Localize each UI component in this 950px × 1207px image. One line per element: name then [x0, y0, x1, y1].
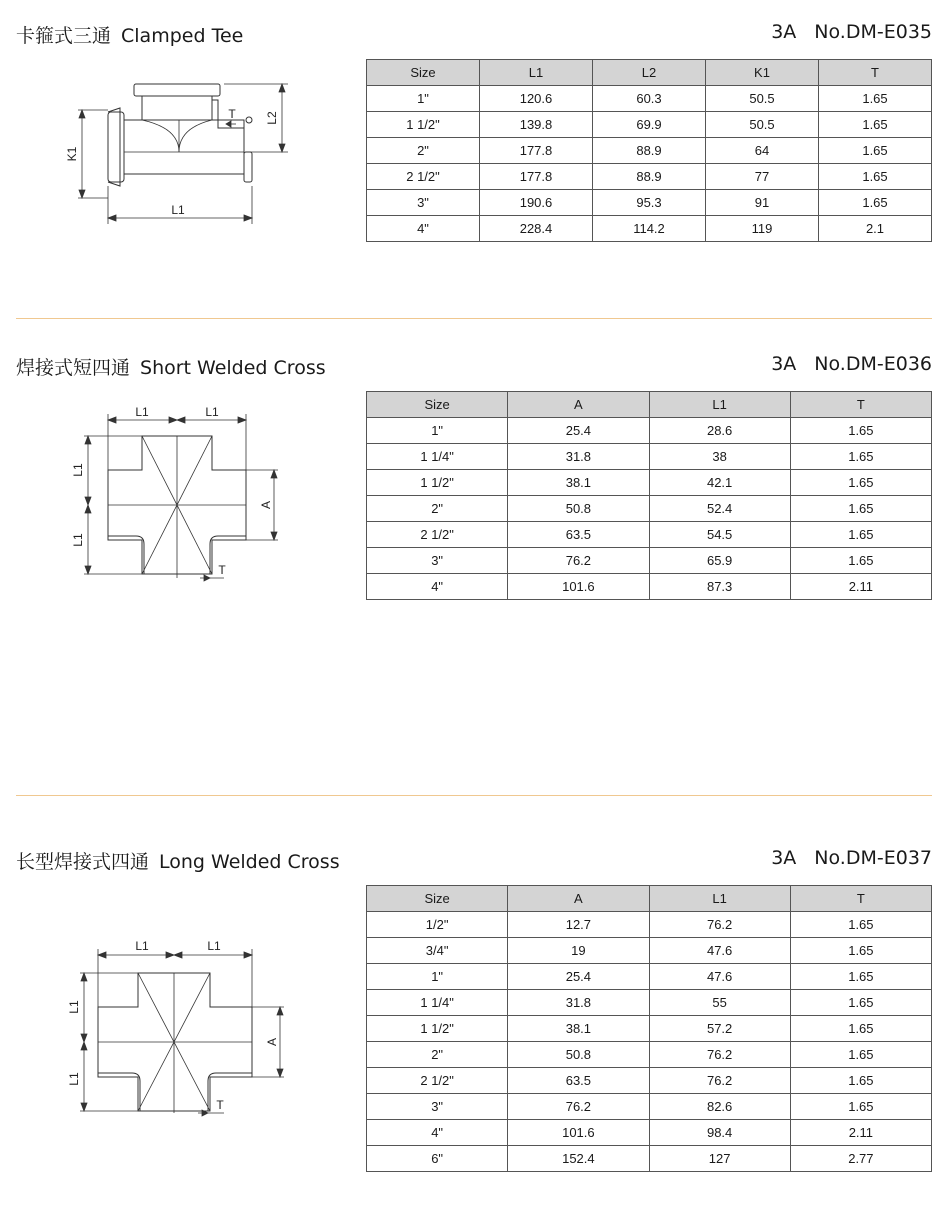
table-cell: 69.9 [593, 112, 706, 138]
table-cell: 101.6 [508, 574, 649, 600]
table-cell: 1 1/4" [367, 990, 508, 1016]
table-row [367, 938, 932, 964]
table-row [367, 990, 932, 1016]
table-cell: 4" [367, 574, 508, 600]
drawing-label-l1-top-right: L1 [205, 405, 219, 419]
table-cell: 1.65 [790, 964, 931, 990]
table-cell: 25.4 [508, 964, 649, 990]
table-cell: 1.65 [790, 1042, 931, 1068]
table-cell: 63.5 [508, 522, 649, 548]
table-cell: 1.65 [790, 470, 931, 496]
table-cell: 1.65 [790, 418, 931, 444]
table-cell: 1.65 [790, 1094, 931, 1120]
table-cell: 76.2 [649, 1042, 790, 1068]
table-cell: 50.8 [508, 1042, 649, 1068]
product-code [771, 353, 932, 375]
column-header: Size [367, 886, 508, 912]
section-title-clamped-tee [16, 21, 243, 48]
table-cell: 1.65 [790, 444, 931, 470]
drawing-label-t: T [228, 107, 236, 121]
table-cell: 31.8 [508, 990, 649, 1016]
table-cell: 57.2 [649, 1016, 790, 1042]
table-cell: 114.2 [593, 216, 706, 242]
table-cell: 88.9 [593, 164, 706, 190]
title-cn: 长型焊接式四通 [16, 851, 150, 873]
title-en: Long Welded Cross [159, 851, 340, 873]
table-cell: 2.1 [819, 216, 932, 242]
drawing-label-l1-left-lower: L1 [67, 1072, 81, 1086]
table-row [367, 444, 932, 470]
table-cell: 3" [367, 190, 480, 216]
column-header: K1 [706, 60, 819, 86]
table-header-row [367, 886, 932, 912]
table-cell: 101.6 [508, 1120, 649, 1146]
standard-label: 3A [771, 847, 797, 869]
table-cell: 228.4 [480, 216, 593, 242]
table-cell: 60.3 [593, 86, 706, 112]
drawing-label-l1-left-lower: L1 [71, 533, 85, 547]
table-cell: 1.65 [819, 138, 932, 164]
table-cell: 12.7 [508, 912, 649, 938]
table-cell: 54.5 [649, 522, 790, 548]
product-code [771, 21, 932, 43]
section-divider [16, 318, 932, 319]
table-cell: 31.8 [508, 444, 649, 470]
column-header: L1 [480, 60, 593, 86]
short-welded-cross-drawing [64, 400, 304, 600]
table-header-row [367, 60, 932, 86]
table-row [367, 522, 932, 548]
short-welded-cross-table [366, 391, 932, 600]
drawing-label-t: T [216, 1098, 224, 1112]
long-welded-cross-drawing [56, 933, 296, 1133]
table-cell: 2 1/2" [367, 1068, 508, 1094]
table-cell: 63.5 [508, 1068, 649, 1094]
table-row [367, 548, 932, 574]
table-cell: 1.65 [790, 990, 931, 1016]
table-cell: 50.8 [508, 496, 649, 522]
table-cell: 1.65 [819, 86, 932, 112]
table-cell: 47.6 [649, 938, 790, 964]
table-row [367, 190, 932, 216]
table-cell: 177.8 [480, 138, 593, 164]
table-cell: 95.3 [593, 190, 706, 216]
column-header: Size [367, 392, 508, 418]
table-cell: 2.77 [790, 1146, 931, 1172]
clamped-tee-drawing [50, 68, 310, 268]
code-label: No.DM-E036 [814, 353, 932, 375]
table-cell: 87.3 [649, 574, 790, 600]
table-cell: 55 [649, 990, 790, 1016]
code-label: No.DM-E035 [814, 21, 932, 43]
table-row [367, 86, 932, 112]
column-header: Size [367, 60, 480, 86]
table-row [367, 138, 932, 164]
table-cell: 1 1/2" [367, 1016, 508, 1042]
table-cell: 120.6 [480, 86, 593, 112]
table-cell: 1.65 [790, 522, 931, 548]
table-cell: 1" [367, 86, 480, 112]
table-row [367, 964, 932, 990]
table-row [367, 1094, 932, 1120]
table-cell: 1.65 [819, 112, 932, 138]
table-cell: 98.4 [649, 1120, 790, 1146]
column-header: A [508, 392, 649, 418]
table-cell: 88.9 [593, 138, 706, 164]
drawing-label-l1-top-left: L1 [135, 939, 149, 953]
table-cell: 1 1/2" [367, 470, 508, 496]
table-row [367, 1120, 932, 1146]
table-cell: 2" [367, 138, 480, 164]
table-cell: 3" [367, 1094, 508, 1120]
table-cell: 2.11 [790, 1120, 931, 1146]
table-cell: 50.5 [706, 112, 819, 138]
table-cell: 28.6 [649, 418, 790, 444]
table-row [367, 912, 932, 938]
table-cell: 77 [706, 164, 819, 190]
table-cell: 1.65 [790, 912, 931, 938]
title-cn: 焊接式短四通 [16, 357, 131, 379]
column-header: T [790, 886, 931, 912]
table-header-row [367, 392, 932, 418]
table-cell: 91 [706, 190, 819, 216]
table-cell: 76.2 [508, 548, 649, 574]
table-row [367, 216, 932, 242]
drawing-label-l1-top-right: L1 [207, 939, 221, 953]
long-welded-cross-table [366, 885, 932, 1172]
column-header: A [508, 886, 649, 912]
table-row [367, 470, 932, 496]
column-header: T [819, 60, 932, 86]
product-code [771, 847, 932, 869]
table-cell: 1 1/4" [367, 444, 508, 470]
section-title-short-welded-cross [16, 353, 326, 380]
table-cell: 52.4 [649, 496, 790, 522]
table-cell: 38.1 [508, 470, 649, 496]
title-en: Short Welded Cross [140, 357, 326, 379]
drawing-label-a: A [259, 500, 273, 510]
drawing-label-l1-left-upper: L1 [67, 1000, 81, 1014]
table-cell: 2 1/2" [367, 522, 508, 548]
table-cell: 76.2 [508, 1094, 649, 1120]
table-row [367, 1042, 932, 1068]
title-cn: 卡箍式三通 [16, 25, 112, 47]
table-row [367, 1146, 932, 1172]
table-cell: 1.65 [819, 190, 932, 216]
column-header: L2 [593, 60, 706, 86]
section-divider [16, 795, 932, 796]
table-cell: 152.4 [508, 1146, 649, 1172]
table-row [367, 418, 932, 444]
table-row [367, 496, 932, 522]
table-cell: 1.65 [790, 496, 931, 522]
table-cell: 2 1/2" [367, 164, 480, 190]
table-row [367, 574, 932, 600]
table-cell: 19 [508, 938, 649, 964]
table-cell: 76.2 [649, 912, 790, 938]
table-cell: 65.9 [649, 548, 790, 574]
table-cell: 1" [367, 964, 508, 990]
table-cell: 76.2 [649, 1068, 790, 1094]
drawing-label-l1-left-upper: L1 [71, 463, 85, 477]
table-cell: 1" [367, 418, 508, 444]
table-cell: 1.65 [790, 1068, 931, 1094]
table-row [367, 1016, 932, 1042]
table-cell: 2" [367, 1042, 508, 1068]
table-cell: 2" [367, 496, 508, 522]
title-en: Clamped Tee [121, 25, 244, 47]
table-cell: 42.1 [649, 470, 790, 496]
drawing-label-t: T [218, 563, 226, 577]
table-cell: 38.1 [508, 1016, 649, 1042]
drawing-label-a: A [265, 1037, 279, 1047]
table-cell: 47.6 [649, 964, 790, 990]
table-cell: 64 [706, 138, 819, 164]
table-cell: 127 [649, 1146, 790, 1172]
table-cell: 177.8 [480, 164, 593, 190]
table-cell: 38 [649, 444, 790, 470]
table-row [367, 112, 932, 138]
table-cell: 50.5 [706, 86, 819, 112]
table-cell: 4" [367, 216, 480, 242]
column-header: L1 [649, 392, 790, 418]
table-cell: 1.65 [790, 938, 931, 964]
table-cell: 82.6 [649, 1094, 790, 1120]
drawing-label-k1: K1 [65, 146, 79, 162]
table-cell: 25.4 [508, 418, 649, 444]
standard-label: 3A [771, 353, 797, 375]
table-cell: 1 1/2" [367, 112, 480, 138]
table-cell: 3" [367, 548, 508, 574]
table-cell: 3/4" [367, 938, 508, 964]
table-cell: 190.6 [480, 190, 593, 216]
table-cell: 6" [367, 1146, 508, 1172]
table-cell: 139.8 [480, 112, 593, 138]
table-cell: 4" [367, 1120, 508, 1146]
standard-label: 3A [771, 21, 797, 43]
table-cell: 1.65 [819, 164, 932, 190]
drawing-label-l2: L2 [265, 111, 279, 125]
code-label: No.DM-E037 [814, 847, 932, 869]
table-row [367, 1068, 932, 1094]
drawing-label-l1-top-left: L1 [135, 405, 149, 419]
column-header: L1 [649, 886, 790, 912]
drawing-label-l1: L1 [171, 203, 185, 217]
table-cell: 1.65 [790, 1016, 931, 1042]
table-cell: 119 [706, 216, 819, 242]
table-cell: 1.65 [790, 548, 931, 574]
column-header: T [790, 392, 931, 418]
table-cell: 1/2" [367, 912, 508, 938]
table-cell: 2.11 [790, 574, 931, 600]
table-row [367, 164, 932, 190]
clamped-tee-table [366, 59, 932, 242]
section-title-long-welded-cross [16, 847, 340, 874]
